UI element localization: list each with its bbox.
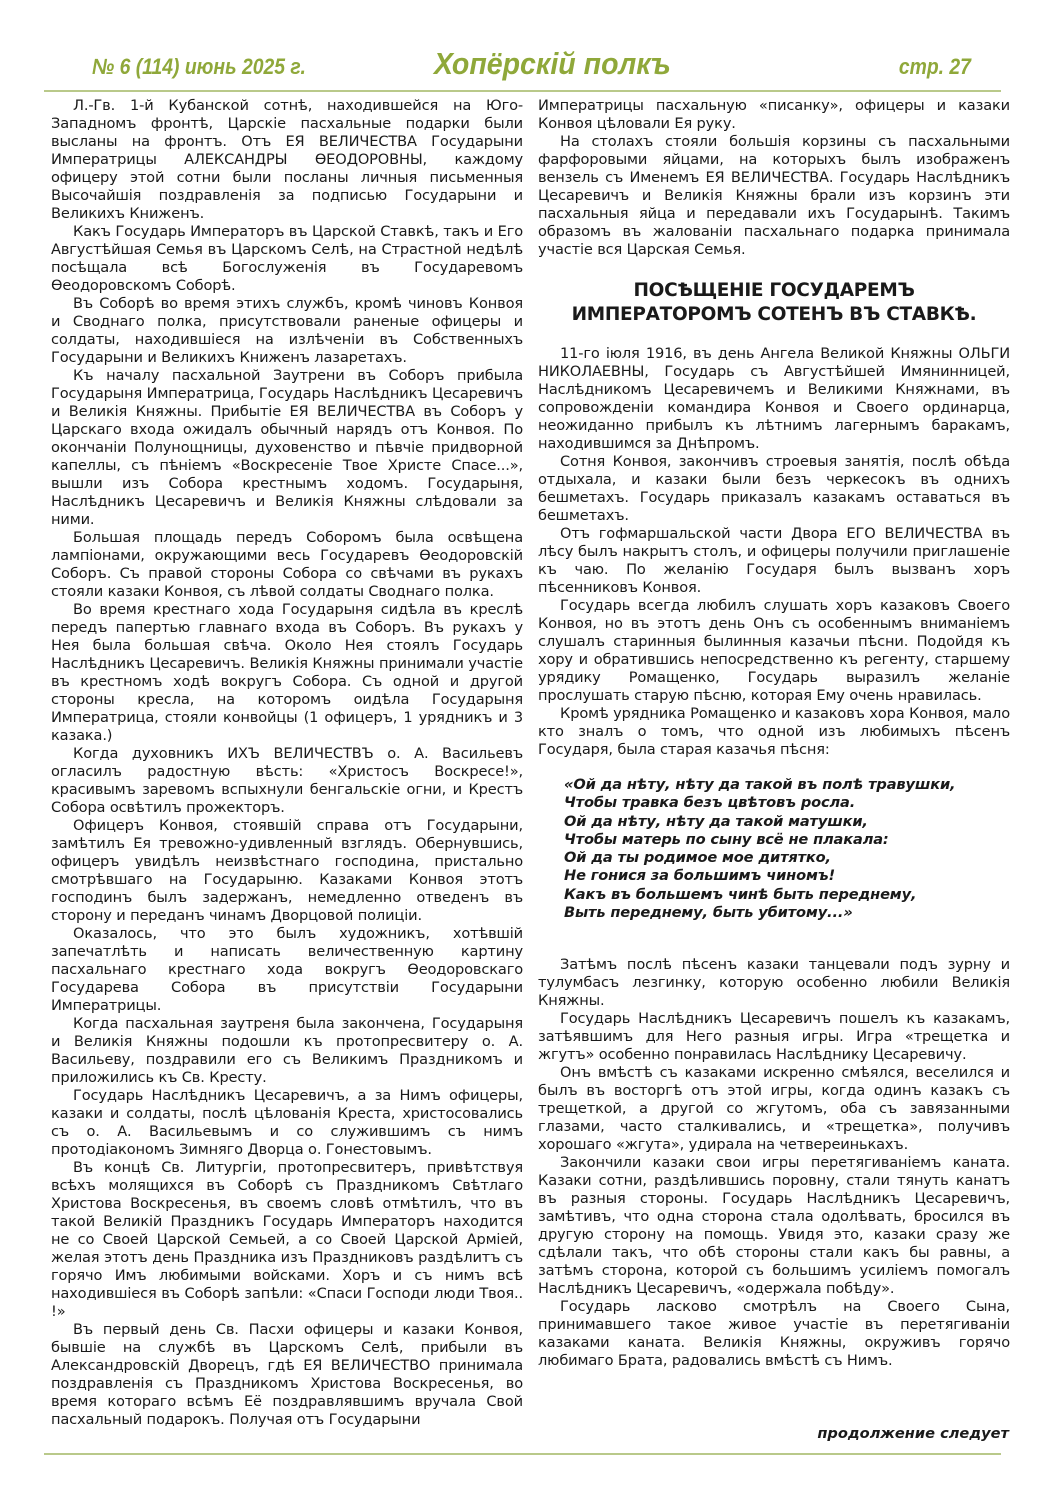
- paragraph: Въ Соборѣ во время этихъ службъ, кромѣ чиновъ Конвоя и Своднаго полка, присутствовали раненые офицеры и солдаты, находившiеся на излѣченiи въ Собственныхъ Государыни и Великихъ Книженъ лазаретахъ.: [51, 295, 523, 366]
- paragraph: Въ концѣ Св. Литургiи, протопресвитеръ, привѣтствуя всѣхъ молящихся въ Соборѣ съ Праздникомъ Свѣтлаго Христова Воскресенья, въ своемъ словѣ отмѣтилъ, что въ такой Великiй Праздникъ Государь Императоръ находится не со Своей Царской Семьей, а со Своей Царской Армiей, желая этотъ день Праздника изъ Праздниковъ раздѣлитъ съ горячо Имъ любимыми войсками. Хоръ и съ нимъ всѣ находившiеся въ Соборѣ запѣли: «Спаси Господи люди Твоя.. !»: [51, 1159, 523, 1320]
- paragraph: Когда духовникъ ИХЪ ВЕЛИЧЕСТВЪ о. А. Васильевъ огласилъ радостную вѣсть: «Христосъ Воскресе!», красивымъ заревомъ вспыхнули бенгальскiе огни, и Крестъ Собора освѣтилъ прожекторъ.: [51, 745, 523, 816]
- paragraph: Большая площадь передъ Соборомъ была освѣщена лампiонами, окружающими весь Государевъ Ѳеодоровскiй Соборъ. Съ правой стороны Собора со свѣчами въ рукахъ стояли казаки Конвоя, съ лѣвой солдаты Своднаго полка.: [51, 529, 523, 600]
- paragraph-continuation: Императрицы пасхальную «писанку», офицеры и казаки Конвоя цѣловали Ея руку.: [538, 97, 1010, 132]
- section-heading: [538, 279, 1010, 327]
- song-verse: [564, 776, 1010, 922]
- verse-line: Чтобы матерь по сыну всё не плакала:: [564, 830, 889, 848]
- verse-line: Чтобы травка безъ цвѣтовъ росла.: [564, 794, 856, 812]
- paragraph: Государь ласково смотрѣлъ на Своего Сына, принимавшего такое живое участiе въ перетягиванiи казаками каната. Великiя Княжны, окруживъ горячо любимаго Брата, радовались вмѣстѣ съ Нимъ.: [538, 1298, 1010, 1370]
- left-column: [51, 97, 523, 1429]
- paragraph: На столахъ стояли большiя корзины съ пасхальными фарфоровыми яйцами, на которыхъ былъ изображенъ вензель съ Именемъ ЕЯ ВЕЛИЧЕСТВА. Государь Наслѣдникъ Цесаревичъ и Великiя Княжны брали изъ корзинъ эти пасхальныя яйца и передавали ихъ Государынѣ. Такимъ образомъ въ жалованiи пасхальнаго подарка принимала участiе вся Царская Семья.: [538, 133, 1010, 258]
- newspaper-title: Хопёрскiй полкъ: [434, 46, 671, 81]
- paragraph: Сотня Конвоя, закончивъ строевыя занятiя, послѣ обѣда отдыхала, и казаки были безъ черкесокъ въ однихъ бешметахъ. Государь приказалъ казакамъ оставаться въ бешметахъ.: [538, 453, 1010, 524]
- paragraph: Къ началу пасхальной Заутрени въ Соборъ прибыла Государыня Императрица, Государь Наслѣдникъ Цесаревичъ и Великiя Княжны. Прибытiе ЕЯ ВЕЛИЧЕСТВА въ Соборъ у Царскаго входа ожидалъ обычный нарядъ отъ Конвоя. По окончанiи Полунощницы, духовенство и пѣвчiе придворной капеллы, съ пѣнiемъ «Воскресенiе Твое Христе Спасе...», вышли изъ Собора крестнымъ ходомъ. Государыня, Наслѣдникъ Цесаревичъ и Великiя Княжны слѣдовали за ними.: [51, 367, 523, 528]
- heading-line: ИМПЕРАТОРОМЪ СОТЕНЪ ВЪ СТАВКѢ.: [571, 304, 977, 325]
- page-header: [44, 46, 1001, 86]
- paragraph: Закончили казаки свои игры перетягиванiемъ каната. Казаки сотни, раздѣлившись поровну, стали тянуть канатъ въ разныя стороны. Государь Наслѣдникъ Цесаревичъ, замѣтивъ, что одна сторона стала одолѣвать, бросился въ другую сторону на помощь. Увидя это, казаки сразу же сдѣлали такъ, что обѣ стороны стали какъ бы равны, а затѣмъ сторона, которой съ большимъ усилiемъ помогалъ Наслѣдникъ Цесаревичъ, «одержала побѣду».: [538, 1154, 1010, 1298]
- paragraph: Во время крестнаго хода Государыня сидѣла въ креслѣ передъ папертью главнаго входа въ Соборъ. Въ рукахъ у Нея была большая свѣча. Около Нея стоялъ Государь Наслѣдникъ Цесаревичъ. Великiя Княжны принимали участiе въ крестномъ ходѣ вокругъ Собора. Съ одной и другой стороны кресла, на которомъ оидѣла Государыня Императрица, стояли конвойцы (1 офицеръ, 1 урядникъ и 3 казака.): [51, 601, 523, 744]
- paragraph: Государь Наслѣдникъ Цесаревичъ пошелъ къ казакамъ, затѣявшимъ для Него разныя игры. Игра «трещетка и жгутъ» особенно понравилась Наслѣднику Цесаревичу.: [538, 1010, 1010, 1064]
- paragraph: Въ первый день Св. Пасхи офицеры и казаки Конвоя, бывшiе на службѣ въ Царскомъ Селѣ, прибыли въ Александровскiй Дворецъ, гдѣ ЕЯ ВЕЛИЧЕСТВО принимала поздравленiя съ Праздникомъ Христова Воскресенья, во время котораго всѣмъ Её поздравлявшимъ вручала Свой пасхальный подарокъ. Получая отъ Государыни: [51, 1321, 523, 1428]
- paragraph: Оказалось, что это былъ художникъ, хотѣвшiй запечатлѣть и написать величественную картину пасхальнаго крестнаго хода вокругъ Ѳеодоровскаго Государева Собора въ присутствiи Государыни Императрицы.: [51, 925, 523, 1014]
- verse-line: Ой да нѣту, нѣту да такой матушки,: [564, 812, 868, 830]
- paragraph: Какъ Государь Императоръ въ Царской Ставкѣ, такъ и Его Августѣйшая Семья въ Царскомъ Селѣ, на Страстной недѣлѣ посѣщала всѣ Богослуженiя въ Государевомъ Ѳеодоровскомъ Соборѣ.: [51, 223, 523, 294]
- verse-line: Выть переднему, быть убитому...»: [564, 904, 853, 922]
- heading-line: ПОСѢЩЕНIЕ ГОСУДАРЕМЪ: [633, 280, 915, 301]
- verse-line: «Ой да нѣту, нѣту да такой въ полѣ травушки,: [564, 776, 956, 793]
- verse-line: Какъ въ большемъ чинѣ быть переднему,: [564, 885, 917, 903]
- paragraph: Затѣмъ послѣ пѣсенъ казаки танцевали подъ зурну и тулумбасъ лезгинку, которую особенно любили Великiя Княжны.: [538, 956, 1010, 1010]
- paragraph: Государь всегда любилъ слушать хоръ казаковъ Своего Конвоя, но въ этотъ день Онъ съ особеннымъ вниманiемъ слушалъ старинныя былинныя казачьи пѣсни. Подойдя къ хору и обратившись непосредственно къ регенту, старшему урядику Ромащенко, Государь выразилъ желанiе прослушать старую пѣсню, которая Ему очень нравилась.: [538, 597, 1010, 704]
- right-column: [538, 97, 1010, 1370]
- issue-number: № 6 (114) июнь 2025 г.: [92, 54, 306, 79]
- paragraph: Л.-Гв. 1-й Кубанской сотнѣ, находившейся на Юго-Западномъ фронтѣ, Царскiе пасхальные подарки были высланы на фронтъ. Отъ ЕЯ ВЕЛИЧЕСТВА Государыни Императрицы АЛЕКСАНДРЫ ѲЕОДОРОВНЫ, каждому офицеру этой сотни были посланы личныя письменныя Высочайшiя поздравленiя за подписью Государыни и Великихъ Книженъ.: [51, 97, 523, 222]
- paragraph: Отъ гофмаршальской части Двора ЕГО ВЕЛИЧЕСТВА въ лѣсу былъ накрытъ столъ, и офицеры получили приглашенiе къ чаю. По желанiю Государя былъ вызванъ хоръ пѣсенниковъ Конвоя.: [538, 525, 1010, 596]
- paragraph: Офицеръ Конвоя, стоявшiй справа отъ Государыни, замѣтилъ Ея тревожно-удивленный взглядъ. Обернувшись, офицеръ увидѣлъ неизвѣстнаго господина, пристально смотрѣвшаго на Государыню. Казаками Конвоя этотъ господинъ былъ задержанъ, немедленно отведенъ въ сторону и переданъ чинамъ Дворцовой полицiи.: [51, 817, 523, 924]
- paragraph: Государь Наслѣдникъ Цесаревичъ, а за Нимъ офицеры, казаки и солдаты, послѣ цѣлованiя Креста, христосовались съ о. А. Васильевымъ и со служившимъ съ нимъ протодiакономъ Зимняго Дворца о. Гонестовымъ.: [51, 1087, 523, 1158]
- verse-line: Ой да ты родимое мое дитятко,: [564, 849, 831, 867]
- page-number: стр. 27: [898, 54, 971, 79]
- paragraph: Кромѣ урядника Ромащенко и казаковъ хора Конвоя, мало кто зналъ о томъ, что одной изъ любимыхъ пѣсенъ Государя, была старая казачья пѣсня:: [538, 705, 1010, 758]
- paragraph: Онъ вмѣстѣ съ казаками искренно смѣялся, веселился и былъ въ восторгѣ отъ этой игры, когда одинъ казакъ съ трещеткой, а другой со жгутомъ, оба съ завязанными глазами, часто сталкивались, и «трещетка», получивъ хорошаго «жгута», удирала на четвереинькахъ.: [538, 1064, 1010, 1154]
- continued-note: продолжение следует: [817, 1425, 1009, 1442]
- footer-divider: [44, 1453, 1001, 1455]
- header-divider: [44, 90, 1001, 92]
- verse-line: Не гонися за большимъ чиномъ!: [564, 867, 836, 885]
- paragraph: 11-го iюля 1916, въ день Ангела Великой Княжны ОЛЬГИ НИКОЛАЕВНЫ, Государь съ Августѣйшей Имянинницей, Наслѣдникомъ Цесаревичемъ и Великими Княжнами, въ сопровожденiи командира Конвоя и Своего ординарца, неожиданно прибылъ къ лѣтнимъ лагернымъ баракамъ, находившимся за Днѣпромъ.: [538, 345, 1010, 452]
- paragraph: Когда пасхальная заутреня была закончена, Государыня и Великiя Княжны подошли къ протопресвитеру о. А. Васильеву, поздравили его съ Великимъ Праздникомъ и приложились къ Св. Кресту.: [51, 1015, 523, 1086]
